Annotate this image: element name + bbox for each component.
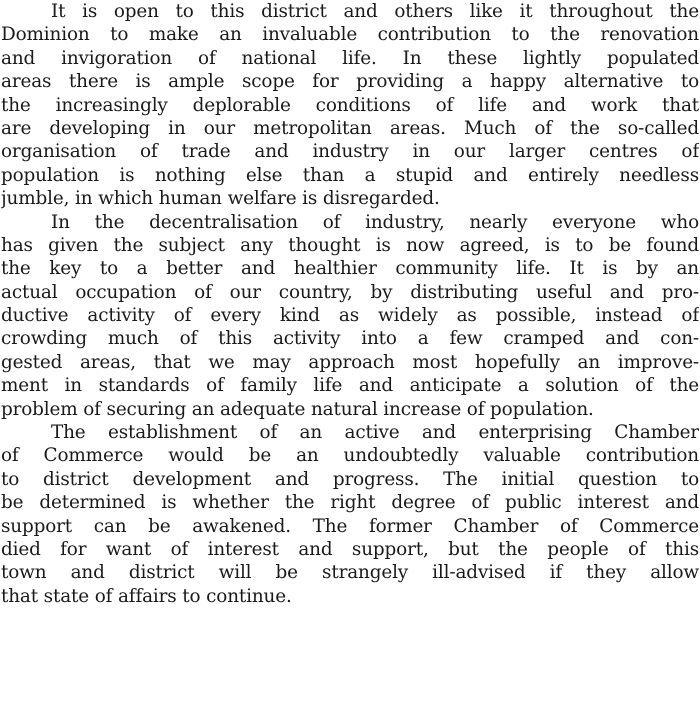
- paragraph-3: [1, 421, 699, 608]
- paragraph-1: [1, 0, 699, 211]
- text-line: problem of securing an adequate natural increase of population.: [1, 398, 594, 420]
- text-line: the key to a better and healthier community life. It is by an: [1, 258, 699, 280]
- text-line: be determined is whether the right degree of public interest and: [1, 492, 699, 514]
- text-line: It is open to this district and others like it throughout the: [51, 1, 699, 22]
- text-line: town and district will be strangely ill-advised if they allow: [1, 562, 699, 584]
- text-line: that state of affairs to continue.: [1, 585, 292, 607]
- text-line: Dominion to make an invaluable contribution to the renovation: [1, 24, 699, 46]
- text-line: ductive activity of every kind as widely as possible, instead of: [1, 305, 699, 327]
- text-line: gested areas, that we may approach most hopefully an improve-: [1, 351, 699, 373]
- text-line: to district development and progress. The initial question to: [1, 468, 699, 490]
- text-line: are developing in our metropolitan areas. Much of the so-called: [1, 117, 699, 139]
- text-line: has given the subject any thought is now agreed, is to be found: [1, 234, 699, 256]
- text-line: support can be awakened. The former Chamber of Commerce: [1, 515, 699, 537]
- text-line: of Commerce would be an undoubtedly valuable contribution: [1, 445, 699, 467]
- text-line: and invigoration of national life. In these lightly populated: [1, 47, 699, 69]
- text-line: ment in standards of family life and anticipate a solution of the: [1, 375, 699, 397]
- paragraph-2: [1, 211, 699, 422]
- text-line: In the decentralisation of industry, nearly everyone who: [51, 211, 699, 233]
- text-line: actual occupation of our country, by distributing useful and pro-: [1, 281, 699, 303]
- text-line: areas there is ample scope for providing a happy alternative to: [1, 71, 699, 93]
- text-line: jumble, in which human welfare is disregarded.: [1, 188, 440, 210]
- text-line: the increasingly deplorable conditions of life and work that: [1, 94, 699, 116]
- text-line: organisation of trade and industry in our larger centres of: [1, 141, 699, 163]
- text-line: died for want of interest and support, but the people of this: [1, 538, 699, 560]
- text-line: population is nothing else than a stupid and entirely needless: [1, 164, 699, 186]
- text-line: crowding much of this activity into a few cramped and con-: [1, 328, 699, 350]
- text-line: The establishment of an active and enterprising Chamber: [51, 422, 699, 444]
